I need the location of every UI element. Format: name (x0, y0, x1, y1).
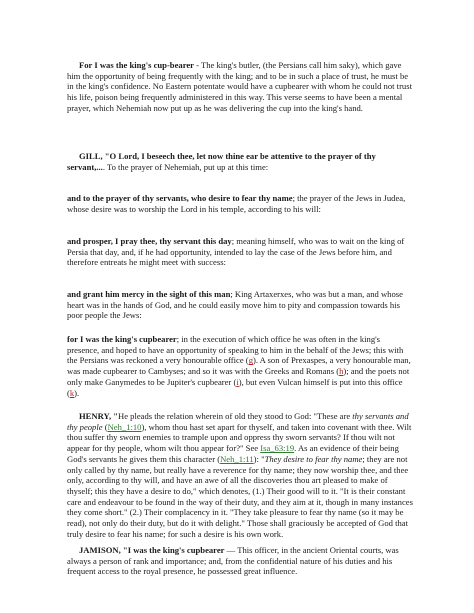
paragraph-text: He pleads the relation wherein of old they stood to God: "These are (118, 411, 353, 421)
paragraph-lead: for I was the king's cupbearer (67, 334, 177, 344)
paragraph-text: ); and the poets not only make Ganymedes to be Jupiter's cupbearer ( (67, 366, 410, 387)
italic-quote: They desire to fear thy name (264, 453, 363, 464)
paragraph-cupbearer-note (67, 60, 413, 114)
footnote-link-i[interactable]: i (236, 376, 239, 387)
paragraph-jamison (67, 545, 413, 577)
paragraph-text: ): " (253, 453, 265, 464)
paragraph-lead: JAMISON, "I was the king's cupbearer (79, 545, 225, 555)
paragraph-cupbearer-office (67, 334, 413, 398)
paragraph-text: ), whom thou hast set apart for thyself, and taken into covenant with thee. Wilt thou suffer thy sworn enemies to trample upon and oppress thy sworn servants? If thou wilt not appear for thy people, whom wilt thou appear for?" See (67, 421, 412, 454)
footnote-link-h[interactable]: h (339, 366, 344, 377)
paragraph-text: ). (74, 387, 80, 398)
paragraph-text: ; meaning himself, who was to wait on the king of Persia that day, and, if he had opportunity, intended to lay the case of the Jews before him, and therefore entreats he might meet with success: (67, 236, 405, 268)
footnote-link-g[interactable]: g (248, 355, 253, 366)
paragraph-henry (67, 411, 413, 539)
scripture-link-isa-63-19[interactable]: Isa_63:19 (260, 443, 295, 454)
paragraph-text: ( (102, 421, 108, 432)
paragraph-text: . To the prayer of Nehemiah, put up at this time: (102, 161, 269, 172)
scripture-link-neh-1-11[interactable]: Neh_1:11 (220, 453, 254, 464)
paragraph-mercy (67, 289, 413, 321)
italic-quote: thy servants and thy people (67, 411, 409, 432)
paragraph-text: ; King Artaxerxes, who was but a man, and whose heart was in the hands of God, and he could easily move him to pity and compassion towards his poor people the Jews: (67, 289, 403, 321)
paragraph-text: ; in the execution of which office he was often in the king's presence, and hoped to have an opportunity of speaking to him in the behalf of the Jews; this with the Persians was reckoned a very honourable office ( (67, 334, 404, 366)
paragraph-text: ; they are not only called by thy name, but really have a reverence for thy name; they now worship thee, and thee only, according to thy will, and have an awe of all the discoveries thou art pleased to make of thyself; this they have a desire to do," which denotes, (1.) Their good will to it. "It is their constant care and endeavour to be found in the way of their duty, and they aim at it, though in many instances they come short." (2.) Their complacency in it. "They take pleasure to fear thy name (so it may be read), not only do their duty, but do it with delight." Those shall graciously be accepted of God that truly desire to fear his name; for such a desire is his own work. (67, 453, 413, 539)
paragraph-text: ; the prayer of the Jews in Judea, whose desire was to worship the Lord in his temple, according to his will: (67, 193, 406, 214)
paragraph-text: — This officer, in the ancient Oriental courts, was always a person of rank and importance; and, from the confidential nature of his duties and his frequent access to the royal presence, he possessed great influence. (67, 545, 399, 577)
paragraph-lead: and prosper, I pray thee, thy servant this day (67, 236, 232, 246)
paragraph-servants (67, 193, 413, 214)
paragraph-lead: For I was the king's cup-bearer (79, 60, 194, 70)
paragraph-lead: GILL, "O Lord, I beseech thee, let now thine ear be attentive to the prayer of thy servant,... (67, 151, 376, 172)
footnote-link-k[interactable]: k (69, 387, 75, 398)
paragraph-text: ), but even Vulcan himself is put into this office ( (67, 376, 403, 398)
paragraph-prosper (67, 236, 413, 268)
paragraph-gill-intro (67, 151, 413, 172)
paragraph-text: ). A son of Prexaspes, a very honourable man, was made cupbearer to Cambyses; and so it was with the Greeks and Romans ( (67, 355, 411, 377)
paragraph-lead: HENRY, " (79, 411, 119, 421)
paragraph-text: . As an evidence of their being God's servants he gives them this character ( (67, 443, 399, 464)
scripture-link-neh-1-10[interactable]: Neh_1:10 (107, 421, 142, 432)
paragraph-lead: and to the prayer of thy servants, who desire to fear thy name (67, 193, 293, 203)
paragraph-text: - The king's butler, (the Persians call him saky), which gave him the opportunity of being frequently with the king; and to be in such a place of trust, he must be in the king's confidence. No Eastern potentate would have a cupbearer with whom he could not trust his life, poison being frequently administered in this way. This verse seems to have been a mental prayer, which Nehemiah now put up as he was delivering the cup into the king's hand. (67, 60, 412, 113)
paragraph-lead: and grant him mercy in the sight of this man (67, 289, 231, 299)
